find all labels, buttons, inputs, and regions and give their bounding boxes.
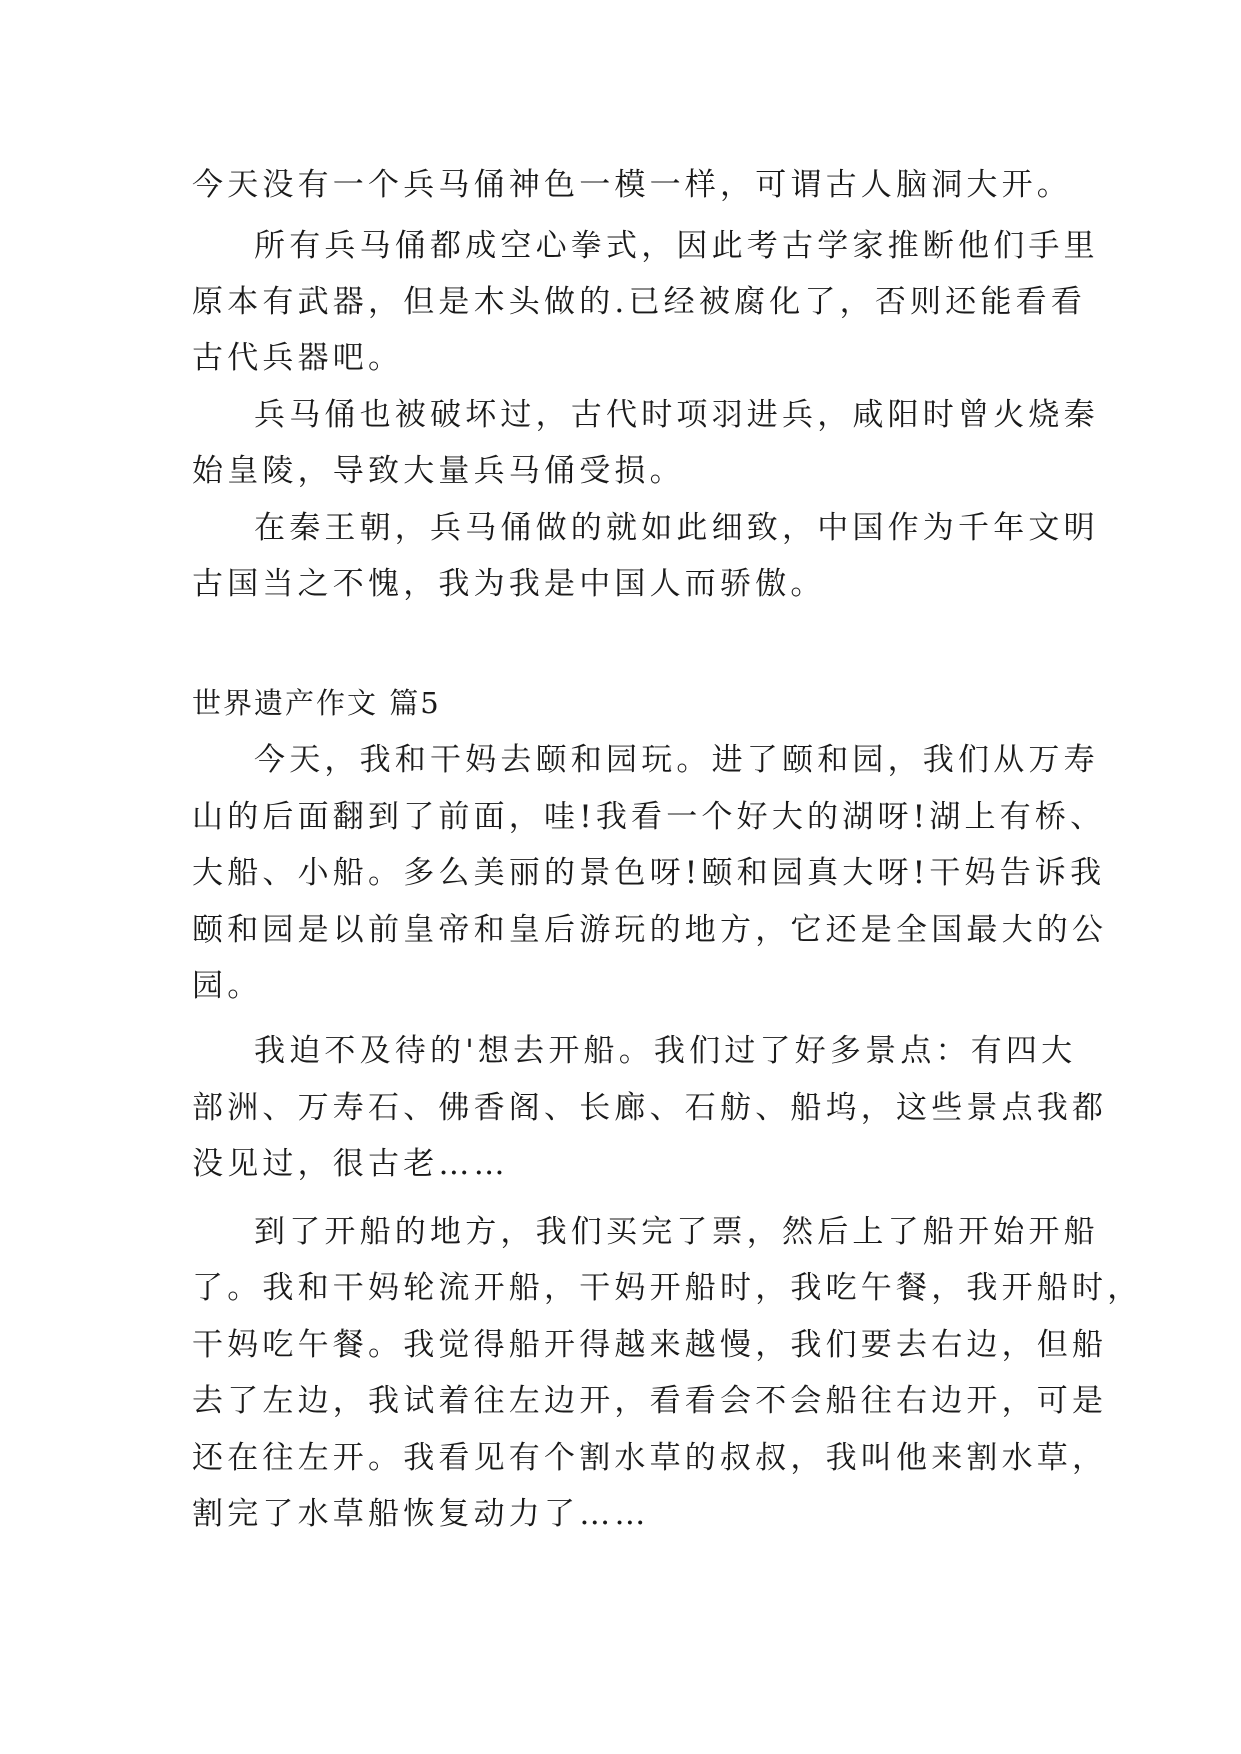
- paragraph-line: 到了开船的地方，我们买完了票，然后上了船开始开船: [254, 1214, 1099, 1250]
- paragraph-line: 兵马俑也被破坏过，古代时项羽进兵，咸阳时曾火烧秦: [254, 397, 1099, 433]
- paragraph-line: 所有兵马俑都成空心拳式，因此考古学家推断他们手里: [254, 228, 1099, 264]
- paragraph-line: 山的后面翻到了前面，哇!我看一个好大的湖呀!湖上有桥、: [192, 799, 1106, 835]
- paragraph-line: 原本有武器，但是木头做的.已经被腐化了，否则还能看看: [192, 284, 1087, 320]
- paragraph-line: 干妈吃午餐。我觉得船开得越来越慢，我们要去右边，但船: [192, 1327, 1108, 1363]
- paragraph-line: 我迫不及待的'想去开船。我们过了好多景点：有四大: [254, 1033, 1077, 1069]
- paragraph-line: 在秦王朝，兵马俑做的就如此细致，中国作为千年文明: [254, 510, 1099, 546]
- paragraph-line: 始皇陵，导致大量兵马俑受损。: [192, 453, 685, 489]
- paragraph-line: 去了左边，我试着往左边开，看看会不会船往右边开，可是: [192, 1383, 1108, 1419]
- paragraph-line: 部洲、万寿石、佛香阁、长廊、石舫、船坞，这些景点我都: [192, 1090, 1108, 1126]
- paragraph-line: 颐和园是以前皇帝和皇后游玩的地方，它还是全国最大的公: [192, 912, 1108, 948]
- paragraph-line: 古代兵器吧。: [192, 340, 404, 376]
- paragraph-line: 古国当之不愧，我为我是中国人而骄傲。: [192, 566, 826, 602]
- paragraph-line: 了。我和干妈轮流开船，干妈开船时，我吃午餐，我开船时，: [192, 1270, 1143, 1306]
- paragraph-line: 大船、小船。多么美丽的景色呀!颐和园真大呀!干妈告诉我: [192, 855, 1106, 891]
- paragraph-line: 园。: [192, 968, 263, 1004]
- paragraph-line: 今天，我和干妈去颐和园玩。进了颐和园，我们从万寿: [254, 742, 1099, 778]
- paragraph-line: 还在往左开。我看见有个割水草的叔叔，我叫他来割水草，: [192, 1440, 1108, 1476]
- paragraph-line: 割完了水草船恢复动力了……: [192, 1496, 650, 1532]
- paragraph-line: 没见过，很古老……: [192, 1146, 509, 1182]
- section-heading: 世界遗产作文 篇5: [192, 686, 441, 720]
- paragraph-line: 今天没有一个兵马俑神色一模一样，可谓古人脑洞大开。: [192, 167, 1072, 203]
